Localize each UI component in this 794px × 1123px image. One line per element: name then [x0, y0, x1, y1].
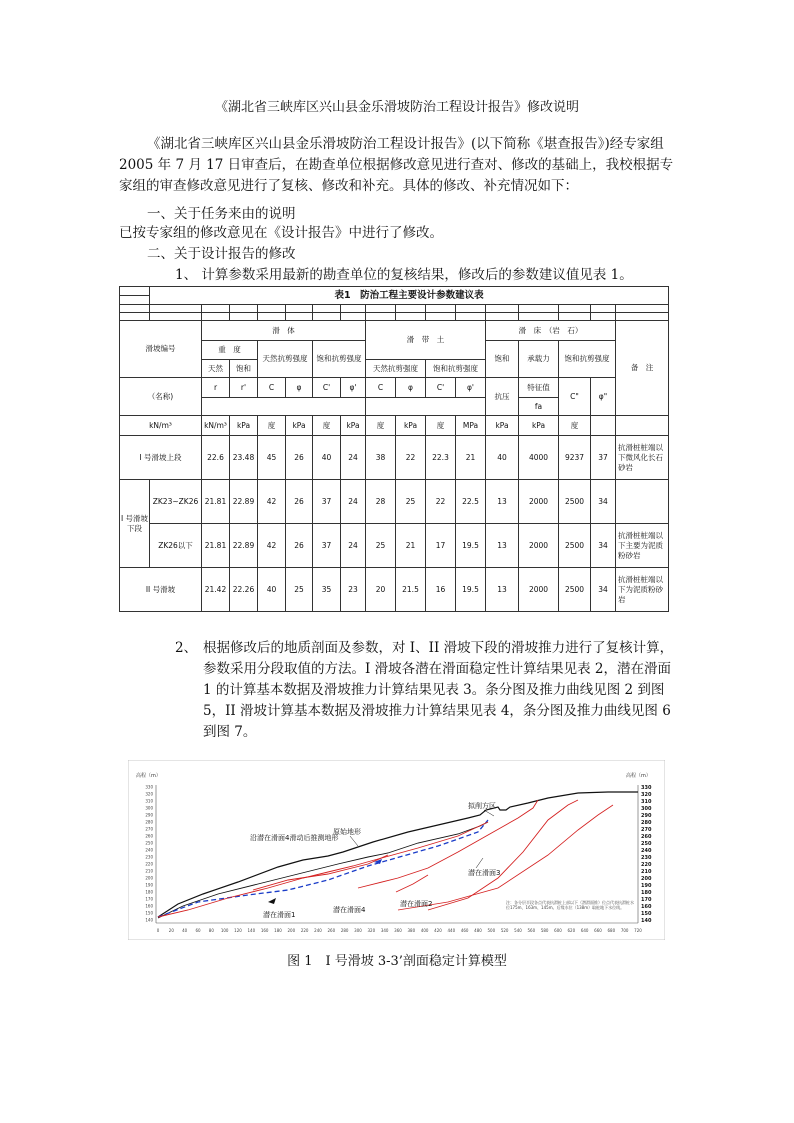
x-tick-label: 280: [340, 928, 349, 933]
parameter-table: [119, 286, 669, 612]
table-blank-cell: [202, 398, 366, 416]
x-tick-label: 180: [274, 928, 282, 933]
value-cell: 22.5: [456, 480, 486, 524]
x-tick-label: 300: [354, 928, 362, 933]
x-tick-label: 540: [514, 928, 522, 933]
x-tick-label: 440: [447, 928, 456, 933]
label-original-terrain: 原始地形: [333, 828, 361, 836]
x-tick-label: 500: [487, 928, 496, 933]
value-cell: 23: [341, 568, 366, 612]
y-tick-label: 160: [145, 903, 153, 909]
y-tick-label-right: 240: [641, 848, 652, 854]
value-cell: 34: [591, 568, 616, 612]
x-tick-label: 680: [607, 928, 616, 933]
header-saturated-shear: 饱和抗剪强度: [313, 341, 366, 378]
unit-cell: kPa: [519, 416, 559, 436]
x-tick-label: 700: [620, 928, 629, 933]
x-tick-label: 580: [540, 928, 549, 933]
table-blank-cell: [120, 305, 150, 313]
value-cell: 45: [258, 436, 286, 480]
y-tick-label: 270: [145, 826, 153, 832]
value-cell: 13: [486, 480, 519, 524]
value-cell: 22: [396, 436, 426, 480]
value-cell: 24: [341, 436, 366, 480]
value-cell: 34: [591, 480, 616, 524]
x-tick-label: 200: [287, 928, 296, 933]
y-tick-label: 290: [145, 812, 153, 818]
y-tick-label: 180: [145, 889, 153, 895]
header-natural-shear: 天然抗剪强度: [258, 341, 313, 378]
section-1-body: 已按专家组的修改意见在《设计报告》中进行了修改。: [119, 225, 443, 241]
y-tick-label: 320: [145, 791, 153, 797]
unit-cell: 度: [258, 416, 286, 436]
x-tick-label: 400: [420, 928, 429, 933]
symbol-cell: C: [258, 378, 286, 398]
value-cell: 42: [258, 480, 286, 524]
unit-cell: kPa: [230, 416, 258, 436]
x-tick-label: 340: [380, 928, 389, 933]
header-natural: 天然: [202, 360, 230, 378]
y-tick-label: 260: [145, 833, 153, 839]
y-tick-label: 330: [145, 784, 153, 790]
unit-cell: kPa: [286, 416, 313, 436]
row-name: I 号滑坡上段: [120, 436, 202, 480]
y-tick-label-right: 140: [641, 918, 652, 924]
value-cell: 2000: [519, 568, 559, 612]
unit-cell: kPa: [341, 416, 366, 436]
value-cell: 13: [486, 524, 519, 568]
table-row: [120, 436, 669, 480]
value-cell: 40: [313, 436, 341, 480]
x-tick-label: 20: [168, 928, 174, 933]
label-surface-1: 潜在滑面1: [263, 911, 296, 919]
y-tick-label-right: 280: [641, 820, 652, 826]
note-cell: 抗滑桩桩端以下主要为泥质粉砂岩: [616, 524, 669, 568]
axis-left-label: 高程（m）: [136, 773, 161, 779]
x-tick-label: 480: [474, 928, 482, 933]
value-cell: 22.6: [202, 436, 230, 480]
parameter-table-container: [119, 286, 668, 612]
y-tick-label-right: 320: [641, 792, 652, 798]
item-2-number: 2、: [175, 640, 198, 656]
x-tick-label: 0: [156, 928, 160, 933]
x-tick-label: 660: [594, 928, 602, 933]
x-tick-label: 240: [314, 928, 322, 933]
note-cell: [616, 480, 669, 524]
table-blank-cell: [591, 416, 616, 436]
x-tick-label: 260: [327, 928, 336, 933]
x-tick-label: 320: [367, 928, 376, 933]
y-tick-label: 230: [145, 854, 153, 860]
y-tick-label-right: 190: [641, 883, 652, 889]
unit-cell: kN/m³: [202, 416, 230, 436]
value-cell: 2500: [559, 568, 591, 612]
value-cell: 21.81: [202, 524, 230, 568]
figure-1: [128, 760, 665, 940]
header-slide-zone: 滑 带 土: [366, 321, 486, 360]
label-inferred-terrain: 沿潜在滑面4滑动后推测地形: [250, 834, 339, 842]
value-cell: 23.48: [230, 436, 258, 480]
header-bearing: 承载力: [519, 341, 559, 378]
symbol-cell: φ: [396, 378, 426, 398]
x-tick-label: 560: [527, 928, 536, 933]
unit-cell: 度: [559, 416, 591, 436]
value-cell: 38: [366, 436, 396, 480]
symbol-cell: r': [230, 378, 258, 398]
note-cell: 抗滑桩桩端以下微风化长石砂岩: [616, 436, 669, 480]
header-zone-natural: 天然抗剪强度: [366, 360, 426, 378]
value-cell: 16: [426, 568, 456, 612]
unit-cell: kPa: [486, 416, 519, 436]
unit-cell: MPa: [456, 416, 486, 436]
value-cell: 40: [486, 436, 519, 480]
y-tick-label: 220: [145, 861, 153, 867]
value-cell: 22: [426, 480, 456, 524]
row-name: ZK23~ZK26: [150, 480, 202, 524]
y-tick-label: 240: [145, 847, 153, 853]
header-slide-id: 滑坡编号: [120, 321, 202, 378]
page-title: 《湖北省三峡库区兴山县金乐滑坡防治工程设计报告》修改说明: [214, 100, 579, 115]
header-slide-body: 滑 体: [202, 321, 366, 341]
y-tick-label: 140: [145, 917, 153, 923]
x-tick-label: 420: [434, 928, 442, 933]
symbol-cell: C: [366, 378, 396, 398]
value-cell: 25: [366, 524, 396, 568]
table-row: [120, 568, 669, 612]
symbol-cell: C": [559, 378, 591, 416]
y-tick-label-right: 270: [641, 827, 652, 833]
value-cell: 26: [286, 524, 313, 568]
symbol-cell: fa: [519, 398, 559, 416]
header-zone-saturated: 饱和抗剪强度: [426, 360, 486, 378]
value-cell: 35: [313, 568, 341, 612]
header-unit-weight: 重 度: [202, 341, 258, 360]
table-blank-cell: [150, 305, 202, 313]
header-bed-saturated-shear: 饱和抗剪强度: [559, 341, 616, 378]
label-surface-3: 潜在滑面3: [468, 869, 501, 877]
header-characteristic: 特征值: [519, 378, 559, 398]
value-cell: 2000: [519, 480, 559, 524]
label-surface-4: 潜在滑面4: [333, 906, 366, 914]
value-cell: 22.89: [230, 480, 258, 524]
row-group-name: I 号滑坡下段: [120, 480, 150, 568]
y-tick-label: 190: [145, 882, 153, 888]
unit-cell: 度: [366, 416, 396, 436]
figure-caption: 图 1 I 号滑坡 3-3’剖面稳定计算模型: [287, 954, 507, 969]
value-cell: 9237: [559, 436, 591, 480]
x-tick-label: 460: [460, 928, 469, 933]
value-cell: 24: [341, 524, 366, 568]
value-cell: 25: [286, 568, 313, 612]
y-tick-label-right: 220: [641, 862, 652, 868]
x-tick-label: 620: [567, 928, 576, 933]
header-compression: 抗压: [486, 378, 519, 416]
value-cell: 2000: [519, 524, 559, 568]
y-tick-label: 250: [145, 840, 153, 846]
row-name: ZK26以下: [150, 524, 202, 568]
value-cell: 40: [258, 568, 286, 612]
note-cell: 抗滑桩桩端以下为泥质粉砂岩: [616, 568, 669, 612]
y-tick-label: 170: [145, 896, 153, 902]
unit-cell: kPa: [396, 416, 426, 436]
y-tick-label-right: 200: [641, 876, 652, 882]
value-cell: 25: [396, 480, 426, 524]
value-cell: 21.5: [396, 568, 426, 612]
value-cell: 22.3: [426, 436, 456, 480]
header-saturated-weight: 饱和: [230, 360, 258, 378]
symbol-cell: φ: [286, 378, 313, 398]
value-cell: 26: [286, 436, 313, 480]
value-cell: 42: [258, 524, 286, 568]
y-tick-label-right: 310: [641, 799, 652, 805]
y-tick-label: 310: [145, 798, 153, 804]
y-tick-label-right: 290: [641, 813, 652, 819]
axis-right-label: 高程（m）: [626, 773, 651, 779]
y-axis-right: [641, 785, 652, 924]
x-tick-label: 720: [634, 928, 642, 933]
value-cell: 24: [341, 480, 366, 524]
value-cell: 22.89: [230, 524, 258, 568]
symbol-cell: φ': [341, 378, 366, 398]
x-tick-label: 140: [247, 928, 256, 933]
y-tick-label: 280: [145, 819, 153, 825]
value-cell: 37: [313, 480, 341, 524]
slope-section-diagram: [128, 760, 665, 940]
header-note: 备 注: [616, 321, 669, 416]
item-2: [175, 638, 680, 743]
symbol-cell: φ': [456, 378, 486, 398]
section-2-heading: 二、关于设计报告的修改: [147, 246, 296, 262]
x-tick-label: 40: [182, 928, 188, 933]
label-surface-2: 潜在滑面2: [400, 900, 433, 908]
x-tick-label: 600: [554, 928, 562, 933]
figure-note: 注：各分层半段各点代表抗滑桩上部以下（潜滑面推）位点代表抗滑桩水位175m、163m、145m。后缘水位（138m）取桩地下水位线。: [506, 900, 634, 910]
value-cell: 21.42: [202, 568, 230, 612]
row-name: II 号滑坡: [120, 568, 202, 612]
value-cell: 2500: [559, 480, 591, 524]
value-cell: 21.81: [202, 480, 230, 524]
y-tick-label-right: 180: [641, 890, 652, 896]
symbol-cell: φ": [591, 378, 616, 416]
y-tick-label-right: 250: [641, 841, 652, 847]
symbol-cell: r: [202, 378, 230, 398]
symbol-cell: C': [313, 378, 341, 398]
x-tick-label: 360: [394, 928, 402, 933]
x-tick-label: 520: [500, 928, 509, 933]
value-cell: 19.5: [456, 524, 486, 568]
value-cell: 22.26: [230, 568, 258, 612]
unit-cell: 度: [313, 416, 341, 436]
table-row: [120, 524, 669, 568]
value-cell: 26: [286, 480, 313, 524]
x-tick-label: 100: [220, 928, 229, 933]
table-blank-cell: [120, 287, 150, 296]
value-cell: 37: [313, 524, 341, 568]
figure-note-box: [506, 900, 636, 920]
value-cell: 2500: [559, 524, 591, 568]
y-tick-label-right: 260: [641, 834, 652, 840]
value-cell: 28: [366, 480, 396, 524]
y-tick-label: 200: [145, 875, 153, 881]
x-tick-label: 160: [260, 928, 269, 933]
value-cell: 20: [366, 568, 396, 612]
y-tick-label-right: 300: [641, 806, 652, 812]
table-blank-cell: [366, 398, 486, 416]
table-row: [120, 480, 669, 524]
item-2-text: 根据修改后的地质剖面及参数，对 I、II 滑坡下段的滑坡推力进行了复核计算，参数采用分段取值的方法。I 滑坡各潜在滑面稳定性计算结果见表 2，潜在滑面 1 的计算基本数据及滑坡推力计算结果见表 3。条分图及推力曲线见图 2 到图 5，II 滑坡计算基本数据及滑坡推力计算结果见表 4，条分图及推力曲线见图 6 到图 7。: [203, 640, 674, 740]
y-tick-label-right: 170: [641, 897, 652, 903]
x-tick-label: 220: [300, 928, 309, 933]
x-tick-label: 640: [580, 928, 589, 933]
table-caption: 表1 防治工程主要设计参数建议表: [150, 287, 669, 305]
value-cell: 37: [591, 436, 616, 480]
x-tick-label: 120: [234, 928, 242, 933]
value-cell: 19.5: [456, 568, 486, 612]
value-cell: 17: [426, 524, 456, 568]
symbol-cell: C': [426, 378, 456, 398]
y-tick-label-right: 230: [641, 855, 652, 861]
y-tick-label-right: 210: [641, 869, 652, 875]
value-cell: 13: [486, 568, 519, 612]
y-tick-label-right: 160: [641, 904, 652, 910]
header-saturated: 饱和: [486, 341, 519, 378]
value-cell: 34: [591, 524, 616, 568]
value-cell: 4000: [519, 436, 559, 480]
unit-cell: 度: [426, 416, 456, 436]
y-tick-label: 210: [145, 868, 153, 874]
item-1: 1、 计算参数采用最新的勘查单位的复核结果，修改后的参数建议值见表 1。: [175, 267, 633, 283]
y-tick-label: 150: [145, 910, 153, 916]
x-tick-label: 60: [195, 928, 201, 933]
unit-cell: kN/m³: [120, 416, 202, 436]
table-blank-cell: [120, 296, 150, 305]
table-blank-cell: [616, 416, 669, 436]
section-1-heading: 一、关于任务来由的说明: [147, 206, 296, 222]
y-tick-label: 300: [145, 805, 153, 811]
label-excavation: 拟削方区: [468, 802, 496, 810]
value-cell: 21: [456, 436, 486, 480]
header-name: （名称): [120, 378, 202, 416]
header-slide-bed: 滑 床 （岩 石）: [486, 321, 616, 341]
y-tick-label-right: 330: [641, 785, 652, 791]
value-cell: 21: [396, 524, 426, 568]
x-tick-label: 380: [407, 928, 416, 933]
intro-paragraph: 《湖北省三峡库区兴山县金乐滑坡防治工程设计报告》(以下简称《堪查报告》)经专家组 2005 年 7 月 17 日审查后，在勘查单位根据修改意见进行查对、修改的基础上，我校根据专家组的审查修改意见进行了复核、修改和补充。具体的修改、补充情况如下：: [119, 136, 674, 194]
x-tick-label: 80: [208, 928, 214, 933]
y-tick-label-right: 150: [641, 911, 652, 917]
